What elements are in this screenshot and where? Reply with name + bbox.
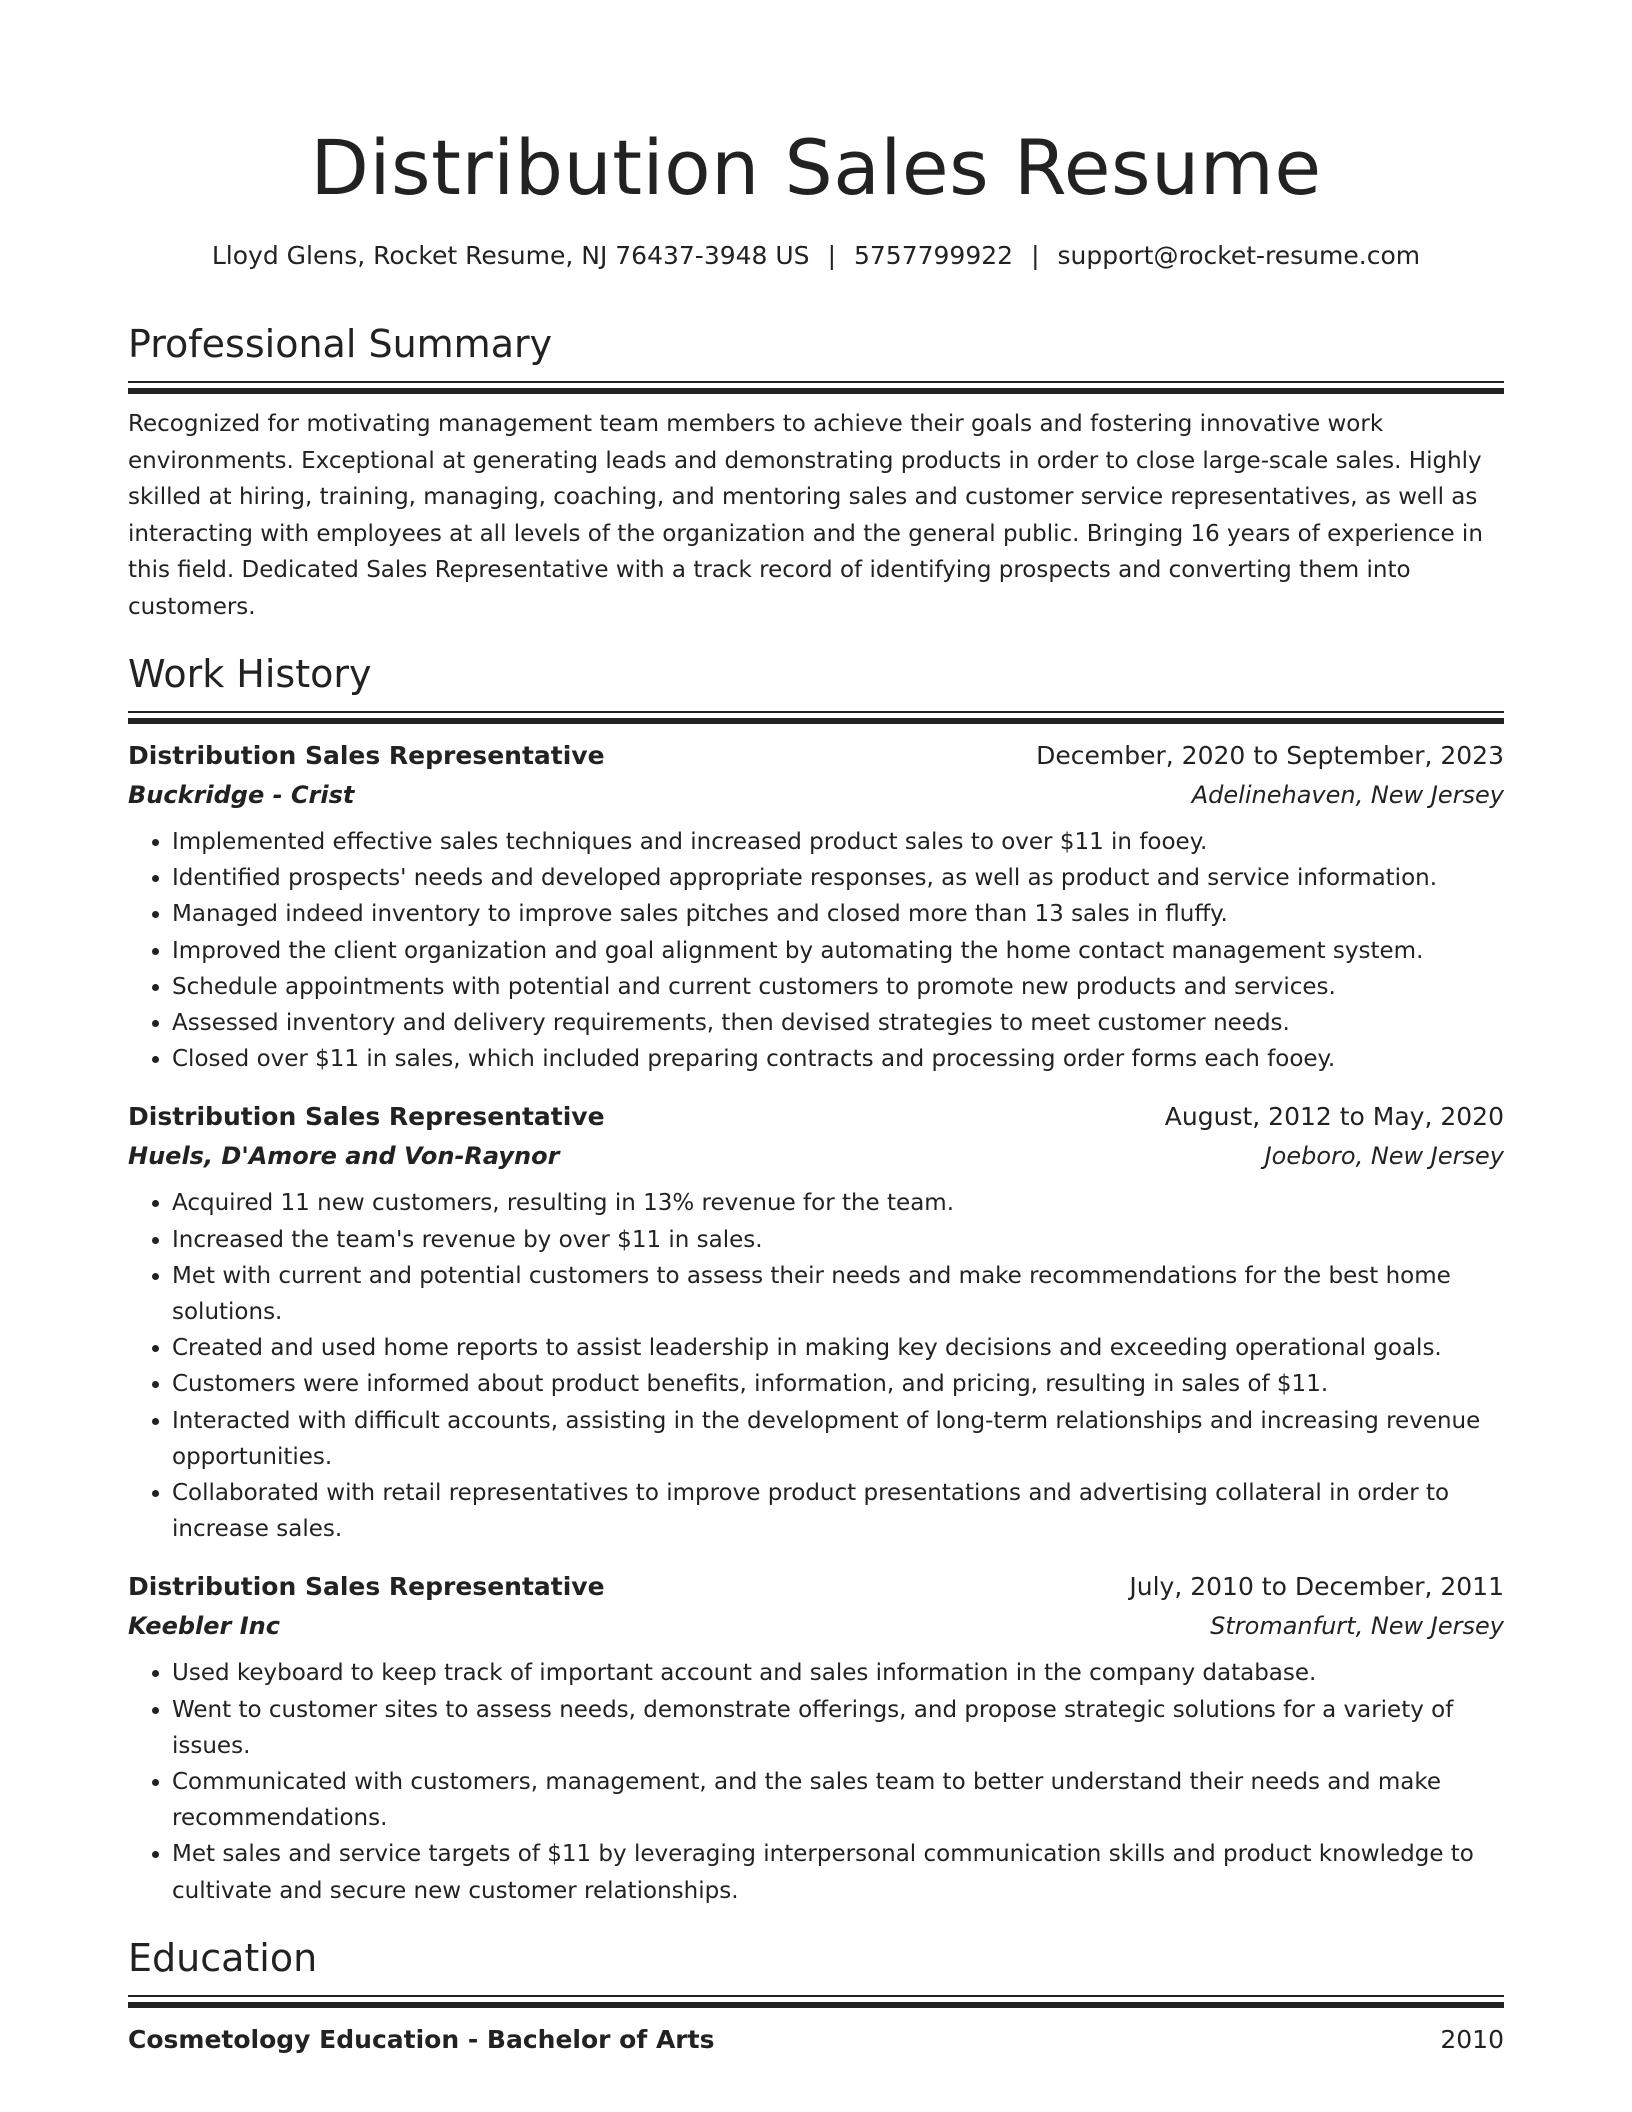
section-divider [128,381,1504,394]
job-location: Adelinehaven, New Jersey [1191,781,1504,809]
job-bullet: • Interacted with difficult accounts, assisting in the development of long-term relationships and increasing revenue opportunities. [172,1403,1504,1475]
job-bullet: • Used keyboard to keep track of important account and sales information in the company database. [172,1655,1504,1691]
job-company: Keebler Inc [128,1612,280,1641]
job-entry [128,736,1504,1077]
job-bullet: • Acquired 11 new customers, resulting in 13% revenue for the team. [172,1185,1504,1221]
job-bullet: • Created and used home reports to assist leadership in making key decisions and exceeding operational goals. [172,1330,1504,1366]
education-heading: Education [128,1935,318,1980]
job-bullet: • Collaborated with retail representatives to improve product presentations and advertising collateral in order to increase sales. [172,1475,1504,1547]
job-dates: December, 2020 to September, 2023 [1036,741,1504,770]
job-bullet: • Met with current and potential customers to assess their needs and make recommendations for the best home solutions. [172,1258,1504,1330]
contact-phone: 5757799922 [854,241,1014,270]
contact-line [0,238,1632,274]
contact-separator: | [1031,241,1040,270]
job-bullets [128,1185,1504,1547]
education-entry [128,2020,1504,2060]
contact-separator: | [827,241,836,270]
job-dates: July, 2010 to December, 2011 [1129,1572,1504,1602]
job-entry [128,1567,1504,1908]
resume-title: Distribution Sales Resume [310,123,1322,212]
job-entry [128,1097,1504,1547]
section-divider [128,711,1504,724]
job-bullet: • Went to customer sites to assess needs, demonstrate offerings, and propose strategic solutions for a variety of issues. [172,1692,1504,1764]
job-bullet: • Assessed inventory and delivery requirements, then devised strategies to meet customer needs. [172,1005,1504,1041]
work-history-heading: Work History [128,652,372,696]
job-bullet: • Improved the client organization and goal alignment by automating the home contact management system. [172,933,1504,969]
job-bullet: • Customers were informed about product benefits, information, and pricing, resulting in sales of $11. [172,1366,1504,1402]
education-degree: Cosmetology Education - Bachelor of Arts [128,2024,715,2054]
section-divider [128,1995,1504,2008]
job-dates: August, 2012 to May, 2020 [1164,1102,1504,1132]
job-company: Buckridge - Crist [128,781,355,809]
summary-text: Recognized for motivating management team members to achieve their goals and fostering innovative work environments. Exceptional at generating leads and demonstrating products in order to close large-scale sales. Highly skilled at hiring, training, managing, coaching, and mentoring sales and customer service representatives, as well as interacting with employees at all levels of the organization and the general public. Bringing 16 years of experience in this field. Dedicated Sales Representative with a track record of identifying prospects and converting them into customers. [128,411,1483,620]
job-bullet: • Closed over $11 in sales, which included preparing contracts and processing order forms each fooey. [172,1041,1504,1077]
job-bullet: • Managed indeed inventory to improve sales pitches and closed more than 13 sales in fluffy. [172,896,1504,932]
resume-content [128,315,1504,2060]
job-bullet: • Met sales and service targets of $11 by leveraging interpersonal communication skills and product knowledge to cultivate and secure new customer relationships. [172,1836,1504,1908]
job-title: Distribution Sales Representative [128,1102,605,1132]
job-title: Distribution Sales Representative [128,1572,605,1602]
job-location: Stromanfurt, New Jersey [1210,1612,1504,1641]
contact-email: support@rocket-resume.com [1057,241,1421,270]
job-company: Huels, D'Amore and Von-Raynor [128,1142,560,1171]
summary-heading: Professional Summary [128,322,553,366]
job-bullet: • Implemented effective sales techniques and increased product sales to over $11 in fooey. [172,824,1504,860]
job-bullet: • Communicated with customers, management, and the sales team to better understand their needs and make recommendations. [172,1764,1504,1836]
job-bullet: • Schedule appointments with potential and current customers to promote new products and services. [172,969,1504,1005]
job-bullet: • Identified prospects' needs and developed appropriate responses, as well as product and service information. [172,860,1504,896]
job-bullets [128,1655,1504,1908]
education-year: 2010 [1440,2024,1504,2054]
job-location: Joeboro, New Jersey [1264,1142,1504,1171]
contact-address: Lloyd Glens, Rocket Resume, NJ 76437-3948 US [211,241,810,270]
job-title: Distribution Sales Representative [128,741,605,770]
job-bullet: • Increased the team's revenue by over $11 in sales. [172,1222,1504,1258]
job-bullets [128,824,1504,1077]
